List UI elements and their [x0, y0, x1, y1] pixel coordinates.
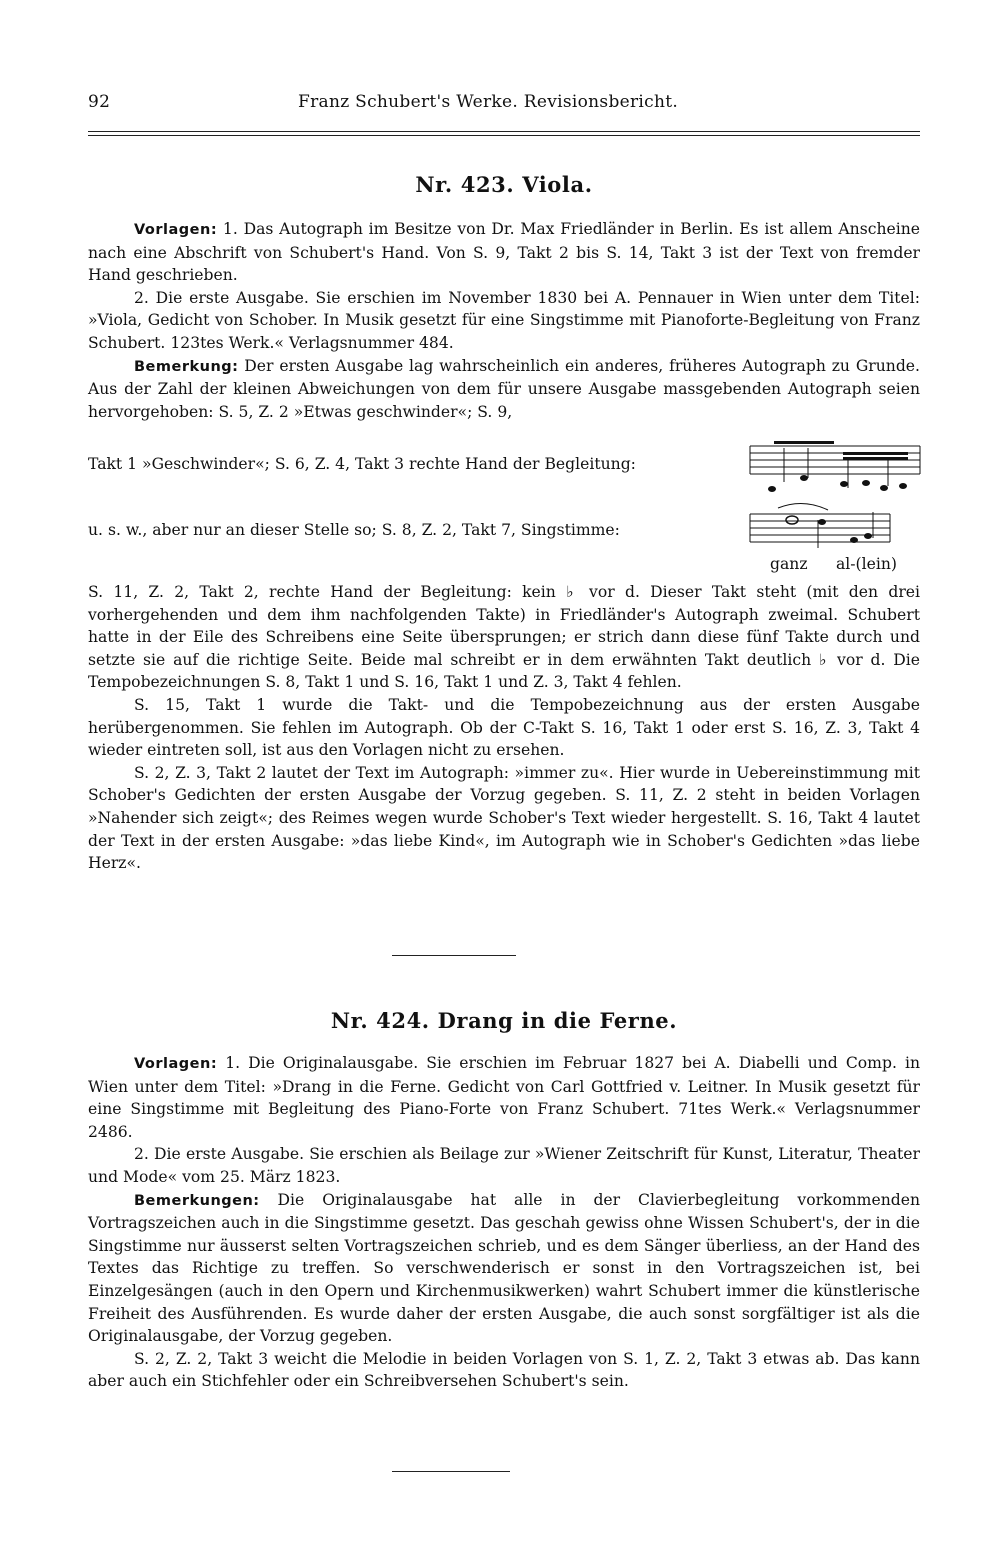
lyric-allein: al-(lein) — [836, 555, 897, 573]
page-header — [88, 92, 920, 116]
section2-body — [88, 1052, 920, 1393]
paragraph: Bemerkungen: Die Originalausgabe hat alle in der Clavierbegleitung vorkommenden Vortragszeichen auch in die Singstimme gesetzt. Das geschah gewiss ohne Wissen Schubert's, der in die Singstimme nur äusserst selten Vortragszeichen schrieb, und es dem Sänger überliess, an der Hand des Textes das Richtige zu treffen. So verschwenderisch er sonst in den Vortragszeichen ist, bei Einzelgesängen (auch in den Opern und Kirchenmusikwerken) wahrt Schubert immer die künstlerische Freiheit des Ausführenden. Es wurde daher der ersten Ausgabe, die auch sonst sorgfältiger ist als die Originalausgabe, der Vorzug gegeben. — [88, 1190, 920, 1346]
paragraph: Bemerkung: Der ersten Ausgabe lag wahrscheinlich ein anderes, früheres Autograph zu Grunde. Aus der Zahl der kleinen Abweichungen von dem für unsere Ausgabe massgebenden Autograph seien hervorgehoben: S. 5, Z. 2 »Etwas geschwinder«; S. 9, — [88, 356, 920, 421]
running-title: Franz Schubert's Werke. Revisionsbericht. — [298, 92, 679, 112]
end-separator — [392, 1471, 510, 1472]
music-example-caption-1: Takt 1 »Geschwinder«; S. 6, Z. 4, Takt 3 rechte Hand der Begleitung: — [88, 455, 636, 473]
lyric-ganz: ganz — [770, 555, 808, 573]
section1-body-b — [88, 581, 920, 875]
section1-body-a — [88, 218, 920, 423]
section-title-423: Nr. 423. Viola. — [415, 172, 593, 197]
paragraph: S. 11, Z. 2, Takt 2, rechte Hand der Begleitung: kein ♭ vor d. Dieser Takt steht (mit den drei vorhergehenden und dem ihm nachfolgenden Takte) in Friedländer's Autograph zweimal. Schubert hatte in der Eile des Schreibens eine Seite übersprungen; er strich dann diese fünf Takte durch und setzte sie auf die richtige Seite. Beide mal schreibt er in dem erwähnten Takt deutlich ♭ vor d. Die Tempobezeichnungen S. 8, Takt 1 und S. 16, Takt 1 und Z. 3, Takt 4 fehlen. — [88, 583, 920, 692]
label-bemerkung: Bemerkung: — [134, 358, 239, 375]
paragraph: Vorlagen: 1. Die Originalausgabe. Sie erschien im Februar 1827 bei A. Diabelli und Comp. in Wien unter dem Titel: »Drang in die Ferne. Gedicht von Carl Gottfried v. Leitner. In Musik gesetzt für eine Singstimme mit Begleitung des Piano-Forte von Franz Schubert. 71tes Werk.« Verlagsnummer 2486. — [88, 1054, 920, 1141]
music-example-1 — [748, 438, 923, 496]
music-example-caption-2: u. s. w., aber nur an dieser Stelle so; S. 8, Z. 2, Takt 7, Singstimme: — [88, 521, 620, 539]
paragraph: 2. Die erste Ausgabe. Sie erschien als Beilage zur »Wiener Zeitschrift für Kunst, Literatur, Theater und Mode« vom 25. März 1823. — [88, 1145, 920, 1186]
paragraph: 2. Die erste Ausgabe. Sie erschien im November 1830 bei A. Pennauer in Wien unter dem Titel: »Viola, Gedicht von Schober. In Musik gesetzt für eine Singstimme mit Pianoforte-Begleitung von Franz Schubert. 123tes Werk.« Verlagsnummer 484. — [88, 288, 920, 352]
paragraph: S. 2, Z. 3, Takt 2 lautet der Text im Autograph: »immer zu«. Hier wurde in Uebereinstimmung mit Schober's Gedichten der ersten Ausgabe der Vorzug gegeben. S. 11, Z. 2 steht in beiden Vorlagen »Nahender sich zeigt«; des Reimes wegen wurde Schober's Text wieder hergestellt. S. 16, Takt 4 lautet der Text in der ersten Ausgabe: »das liebe Kind«, im Autograph wie in Schober's Gedichten »das liebe Herz«. — [88, 763, 920, 873]
paragraph: S. 15, Takt 1 wurde die Takt- und die Tempobezeichnung aus der ersten Ausgabe herübergenommen. Sie fehlen im Autograph. Ob der C-Takt S. 16, Takt 1 oder erst S. 16, Z. 3, Takt 4 wieder eintreten soll, ist aus den Vorlagen nicht zu ersehen. — [88, 695, 920, 760]
label-vorlagen: Vorlagen: — [134, 1056, 218, 1072]
label-bemerkungen: Bemerkungen: — [134, 1192, 260, 1209]
paragraph: Vorlagen: 1. Das Autograph im Besitze von Dr. Max Friedländer in Berlin. Es ist allem Anscheine nach eine Abschrift von Schubert's Hand. Von S. 9, Takt 2 bis S. 14, Takt 3 ist der Text von fremder Hand geschrieben. — [88, 220, 920, 285]
section-title-424: Nr. 424. Drang in die Ferne. — [330, 1008, 678, 1033]
label-vorlagen: Vorlagen: — [134, 222, 218, 238]
paragraph: S. 2, Z. 2, Takt 3 weicht die Melodie in beiden Vorlagen von S. 1, Z. 2, Takt 3 etwas ab. Das kann aber auch ein Stichfehler oder ein Schreibversehen Schubert's sein. — [88, 1349, 920, 1391]
section-separator — [392, 955, 516, 956]
header-rule-bottom — [88, 135, 920, 136]
music-example-2 — [748, 500, 898, 556]
header-rule-top — [88, 131, 920, 132]
page-number: 92 — [88, 92, 111, 112]
